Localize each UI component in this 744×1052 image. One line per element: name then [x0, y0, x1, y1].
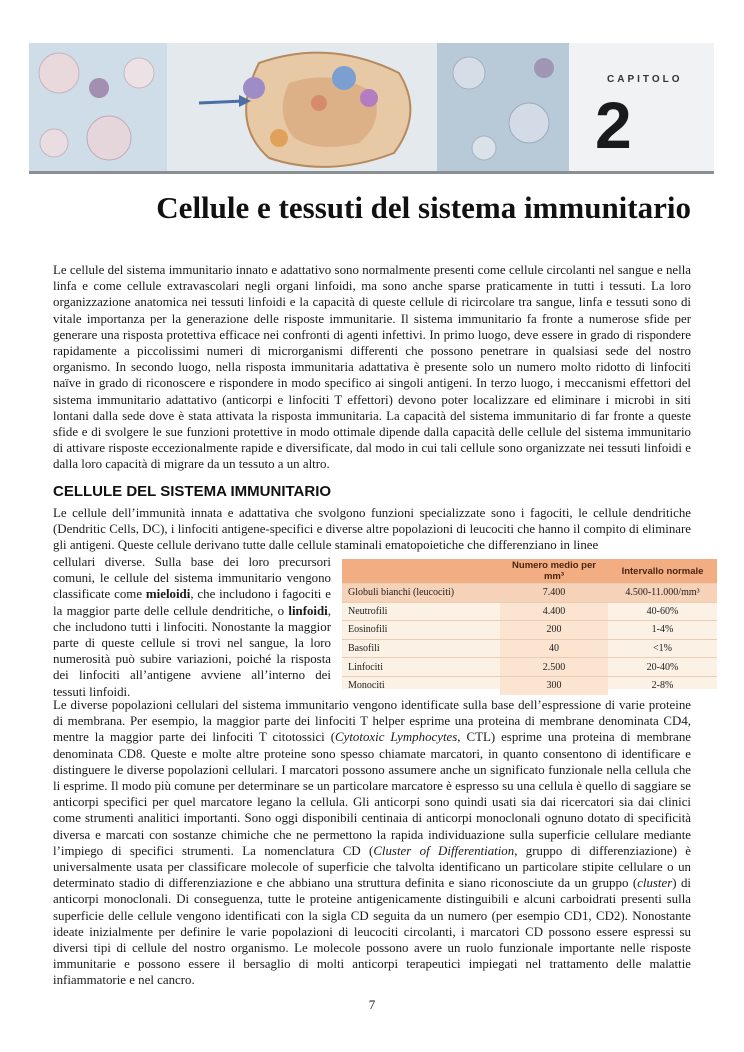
- table-cell-mean: 2.500: [500, 658, 608, 677]
- section-intro-paragraph: Le cellule dell’immunità innata e adattativa che svolgono funzioni specializzate sono i fagociti, le cellule dendritiche (Dendritic Cells, DC), i linfociti antigene-specifici e diverse altre popolazioni di leucociti che hanno il compito di eliminare gli antigeni. Queste cellule derivano tutte dalle cellule staminali ematopoietiche che differenziano in linee: [53, 506, 691, 553]
- table-row: [342, 602, 717, 621]
- table-header-cell: [342, 559, 500, 584]
- term-linfoidi: linfoidi: [288, 603, 328, 618]
- table-cell-type: Neutrofili: [342, 602, 500, 621]
- table-row: [342, 639, 717, 658]
- wrap-text-2: , che includono i fagociti e la maggior parte delle cellule dendritiche, o: [53, 587, 331, 618]
- table-cell-type: Globuli bianchi (leucociti): [342, 584, 500, 603]
- table-cell-range: <1%: [608, 639, 717, 658]
- table-header-row: [342, 559, 717, 584]
- chapter-title: Cellule e tessuti del sistema immunitario: [156, 190, 691, 225]
- wrap-text-1: cellulari diverse. Sulla base dei loro precursori comuni, le cellule del sistema immunitario vengono classificate come: [53, 555, 331, 602]
- body-text-1: Le diverse popolazioni cellulari del sistema immunitario vengono identificate sulla base dell’espressione di varie proteine di membrana. Per esempio, la maggior parte dei linfociti T helper esprime una proteina di membrane denominata CD4, mentre la maggior parte dei linfociti T citotossici (: [53, 698, 691, 745]
- chapter-banner: [29, 43, 714, 171]
- chapter-box: [569, 43, 714, 171]
- banner-divider: [29, 171, 714, 174]
- body-text-4: ) di anticorpi monoclonali. Di conseguenza, tutte le proteine antigenicamente distinguibili e alcuni carboidrati presenti sulla superficie delle cellule vengono identificati con la sigla CD seguita da un numero (per esempio CD1, CD2). Nonostante ideate inizialmente per definire le varie popolazioni di leucociti circolanti, i marcatori CD possono essere espressi su diversi tipi di cellule del nostro organismo. Le molecole possono avere un ruolo funzionale importante nelle risposte immunitarie e possono essere il bersaglio di molti anticorpi terapeutici impiegati nel trattamento delle malattie infiammatorie e nel cancro.: [53, 876, 691, 988]
- table-header-range: Intervallo normale: [608, 559, 717, 584]
- leukocyte-table-panel: [342, 559, 717, 692]
- table-cell-mean: 200: [500, 621, 608, 640]
- body-paragraph: [53, 697, 691, 989]
- table-row: [342, 676, 717, 694]
- table-cell-range: 20-40%: [608, 658, 717, 677]
- table-cell-mean: 40: [500, 639, 608, 658]
- table-row: [342, 658, 717, 677]
- table-cell-mean: 4.400: [500, 602, 608, 621]
- table-cell-range: 1-4%: [608, 621, 717, 640]
- leukocyte-table: [342, 559, 717, 695]
- table-row: [342, 584, 717, 603]
- chapter-label: CAPITOLO: [607, 74, 683, 85]
- table-cell-type: Linfociti: [342, 658, 500, 677]
- body-text-3: , gruppo di differenziazione) è universalmente usata per classificare molecole of superficie che talvolta identificano un particolare stipite cellulare o un determinato stadio di differenziazione e che abbiano una struttura definita e siano riconosciute da un gruppo (: [53, 843, 691, 891]
- table-cell-range: 4.500-11.000/mm³: [608, 584, 717, 603]
- page-number: 7: [368, 997, 376, 1012]
- term-cytotoxic-lymphocytes: Cytotoxic Lymphocytes: [335, 730, 458, 745]
- wrap-text-3: , che includono tutti i linfociti. Nonostante la maggior parte di queste cellule si trovi nel sangue, la loro numerosità può subire variazioni, poiché la risposta dei linfociti all’antigene avviene all’interno dei tessuti linfoidi.: [53, 603, 331, 699]
- term-cluster: cluster: [637, 876, 673, 891]
- table-cell-type: Basofili: [342, 639, 500, 658]
- wrapped-paragraph: [53, 554, 331, 700]
- table-cell-type: Eosinofili: [342, 621, 500, 640]
- table-cell-mean: 7.400: [500, 584, 608, 603]
- table-row: [342, 621, 717, 640]
- table-cell-mean: 300: [500, 676, 608, 694]
- chapter-number: 2: [595, 88, 632, 162]
- intro-paragraph: Le cellule del sistema immunitario innato e adattativo sono normalmente presenti come cellule circolanti nel sangue e nella linfa e come cellule extravascolari negli organi linfoidi, ma sono anche sparse praticamente in tutti i tessuti. La loro organizzazione anatomica nei tessuti linfoidi e la capacità di queste cellule di ricircolare tra sangue, linfa e tessuti sono di vitale importanza per la generazione delle risposte immunitarie. Il sistema immunitario fa fronte a numerose sfide per generare una risposta protettiva efficace nei confronti di agenti infettivi. In primo luogo, deve essere in grado di rispondere rapidamente a piccolissimi numeri di microrganismi differenti che possono penetrare in qualsiasi sede del nostro organismo. In secondo luogo, nella risposta immunitaria adattativa è presente solo un numero molto ridotto di linfociti naïve in grado di riconoscere e rispondere in modo specifico ai singoli antigeni. In terzo luogo, i meccanismi effettori del sistema immunitario adattativo (anticorpi e linfociti T effettori) devono poter localizzare ed eliminare i microbi in siti lontani dalla sede dove è stata attivata la risposta immunitaria. La capacità del sistema immunitario di far fronte a queste sfide e di svolgere le sue funzioni protettive in modo ottimale dipende dalla capacità delle cellule del sistema immunitario di attivare risposte eccezionalmente rapide e diversificate, dal modo in cui tali cellule sono organizzate nei tessuti linfoidi e dalla loro capacità di migrare da un tessuto a un altro.: [53, 263, 691, 472]
- term-cluster-of-differentiation: Cluster of Differentiation: [373, 843, 515, 858]
- body-text-2: , CTL) esprime una proteina di membrane denominata CD8. Queste e molte altre proteine sono spesso chiamate marcatori, in quanto consentono di identificare e distinguere le diverse popolazioni cellulari. I marcatori possono assumere anche un significato funzionale nella cellula che li esprime. Il modo più comune per determinare se un particolare marcatore è espresso su una cellula è quello di saggiare se anticorpi specifici per quel marcatore legano la cellula. Gli anticorpi sono quindi usati sia dai ricercatori sia dai clinici come strumenti analitici importanti. Sono oggi disponibili centinaia di anticorpi monoclonali ognuno dotato di specificità diversa e marcati con sostanze chimiche che ne permettono la rapida individuazione sulla superficie cellulare mediante l’impiego di specifici strumenti. La nomenclatura CD (: [53, 730, 691, 858]
- term-mieloidi: mieloidi: [145, 587, 191, 602]
- table-header-mean: Numero medio per mm³: [500, 559, 608, 584]
- table-cell-range: 2-8%: [608, 676, 717, 694]
- table-cell-type: Monociti: [342, 676, 500, 694]
- table-cell-range: 40-60%: [608, 602, 717, 621]
- section-heading: CELLULE DEL SISTEMA IMMUNITARIO: [53, 483, 332, 500]
